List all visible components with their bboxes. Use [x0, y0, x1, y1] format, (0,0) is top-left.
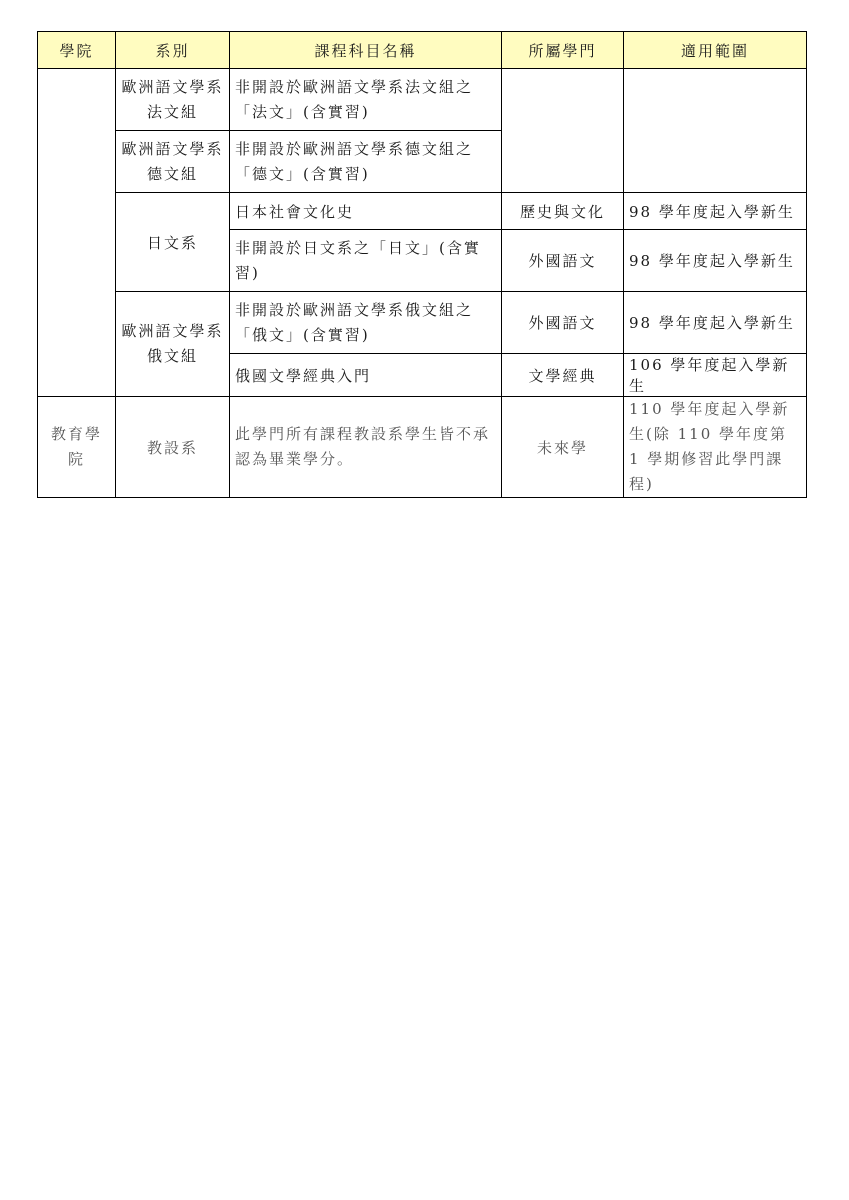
table-row [38, 69, 807, 131]
domain-cell: 文學經典 [502, 354, 624, 397]
scope-cell: 98 學年度起入學新生 [624, 292, 807, 354]
table-header-row [38, 32, 807, 69]
domain-cell: 外國語文 [502, 292, 624, 354]
college-cell: 教育學院 [38, 397, 116, 498]
department-cell: 歐洲語文學系俄文組 [116, 292, 230, 397]
table-row [38, 397, 807, 498]
scope-cell-empty [624, 69, 807, 193]
course-cell: 非開設於歐洲語文學系德文組之「德文」(含實習) [230, 131, 502, 193]
domain-cell: 歷史與文化 [502, 193, 624, 230]
course-table [37, 31, 807, 498]
course-cell: 日本社會文化史 [230, 193, 502, 230]
department-cell: 歐洲語文學系法文組 [116, 69, 230, 131]
domain-cell-empty [502, 69, 624, 193]
scope-cell: 110 學年度起入學新生(除 110 學年度第 1 學期修習此學門課程) [624, 397, 807, 498]
domain-cell: 未來學 [502, 397, 624, 498]
table-row [38, 193, 807, 230]
course-cell: 非開設於歐洲語文學系法文組之「法文」(含實習) [230, 69, 502, 131]
document-page [37, 31, 806, 498]
header-department: 系別 [116, 32, 230, 69]
table-row [38, 292, 807, 354]
scope-cell: 98 學年度起入學新生 [624, 230, 807, 292]
course-cell: 非開設於歐洲語文學系俄文組之「俄文」(含實習) [230, 292, 502, 354]
scope-cell: 98 學年度起入學新生 [624, 193, 807, 230]
header-domain: 所屬學門 [502, 32, 624, 69]
domain-cell: 外國語文 [502, 230, 624, 292]
course-cell: 非開設於日文系之「日文」(含實習) [230, 230, 502, 292]
scope-cell: 106 學年度起入學新生 [624, 354, 807, 397]
course-cell: 此學門所有課程教設系學生皆不承認為畢業學分。 [230, 397, 502, 498]
header-scope: 適用範圍 [624, 32, 807, 69]
header-college: 學院 [38, 32, 116, 69]
header-course-name: 課程科目名稱 [230, 32, 502, 69]
department-cell: 教設系 [116, 397, 230, 498]
course-cell: 俄國文學經典入門 [230, 354, 502, 397]
department-cell: 日文系 [116, 193, 230, 292]
college-cell-empty [38, 69, 116, 397]
department-cell: 歐洲語文學系德文組 [116, 131, 230, 193]
